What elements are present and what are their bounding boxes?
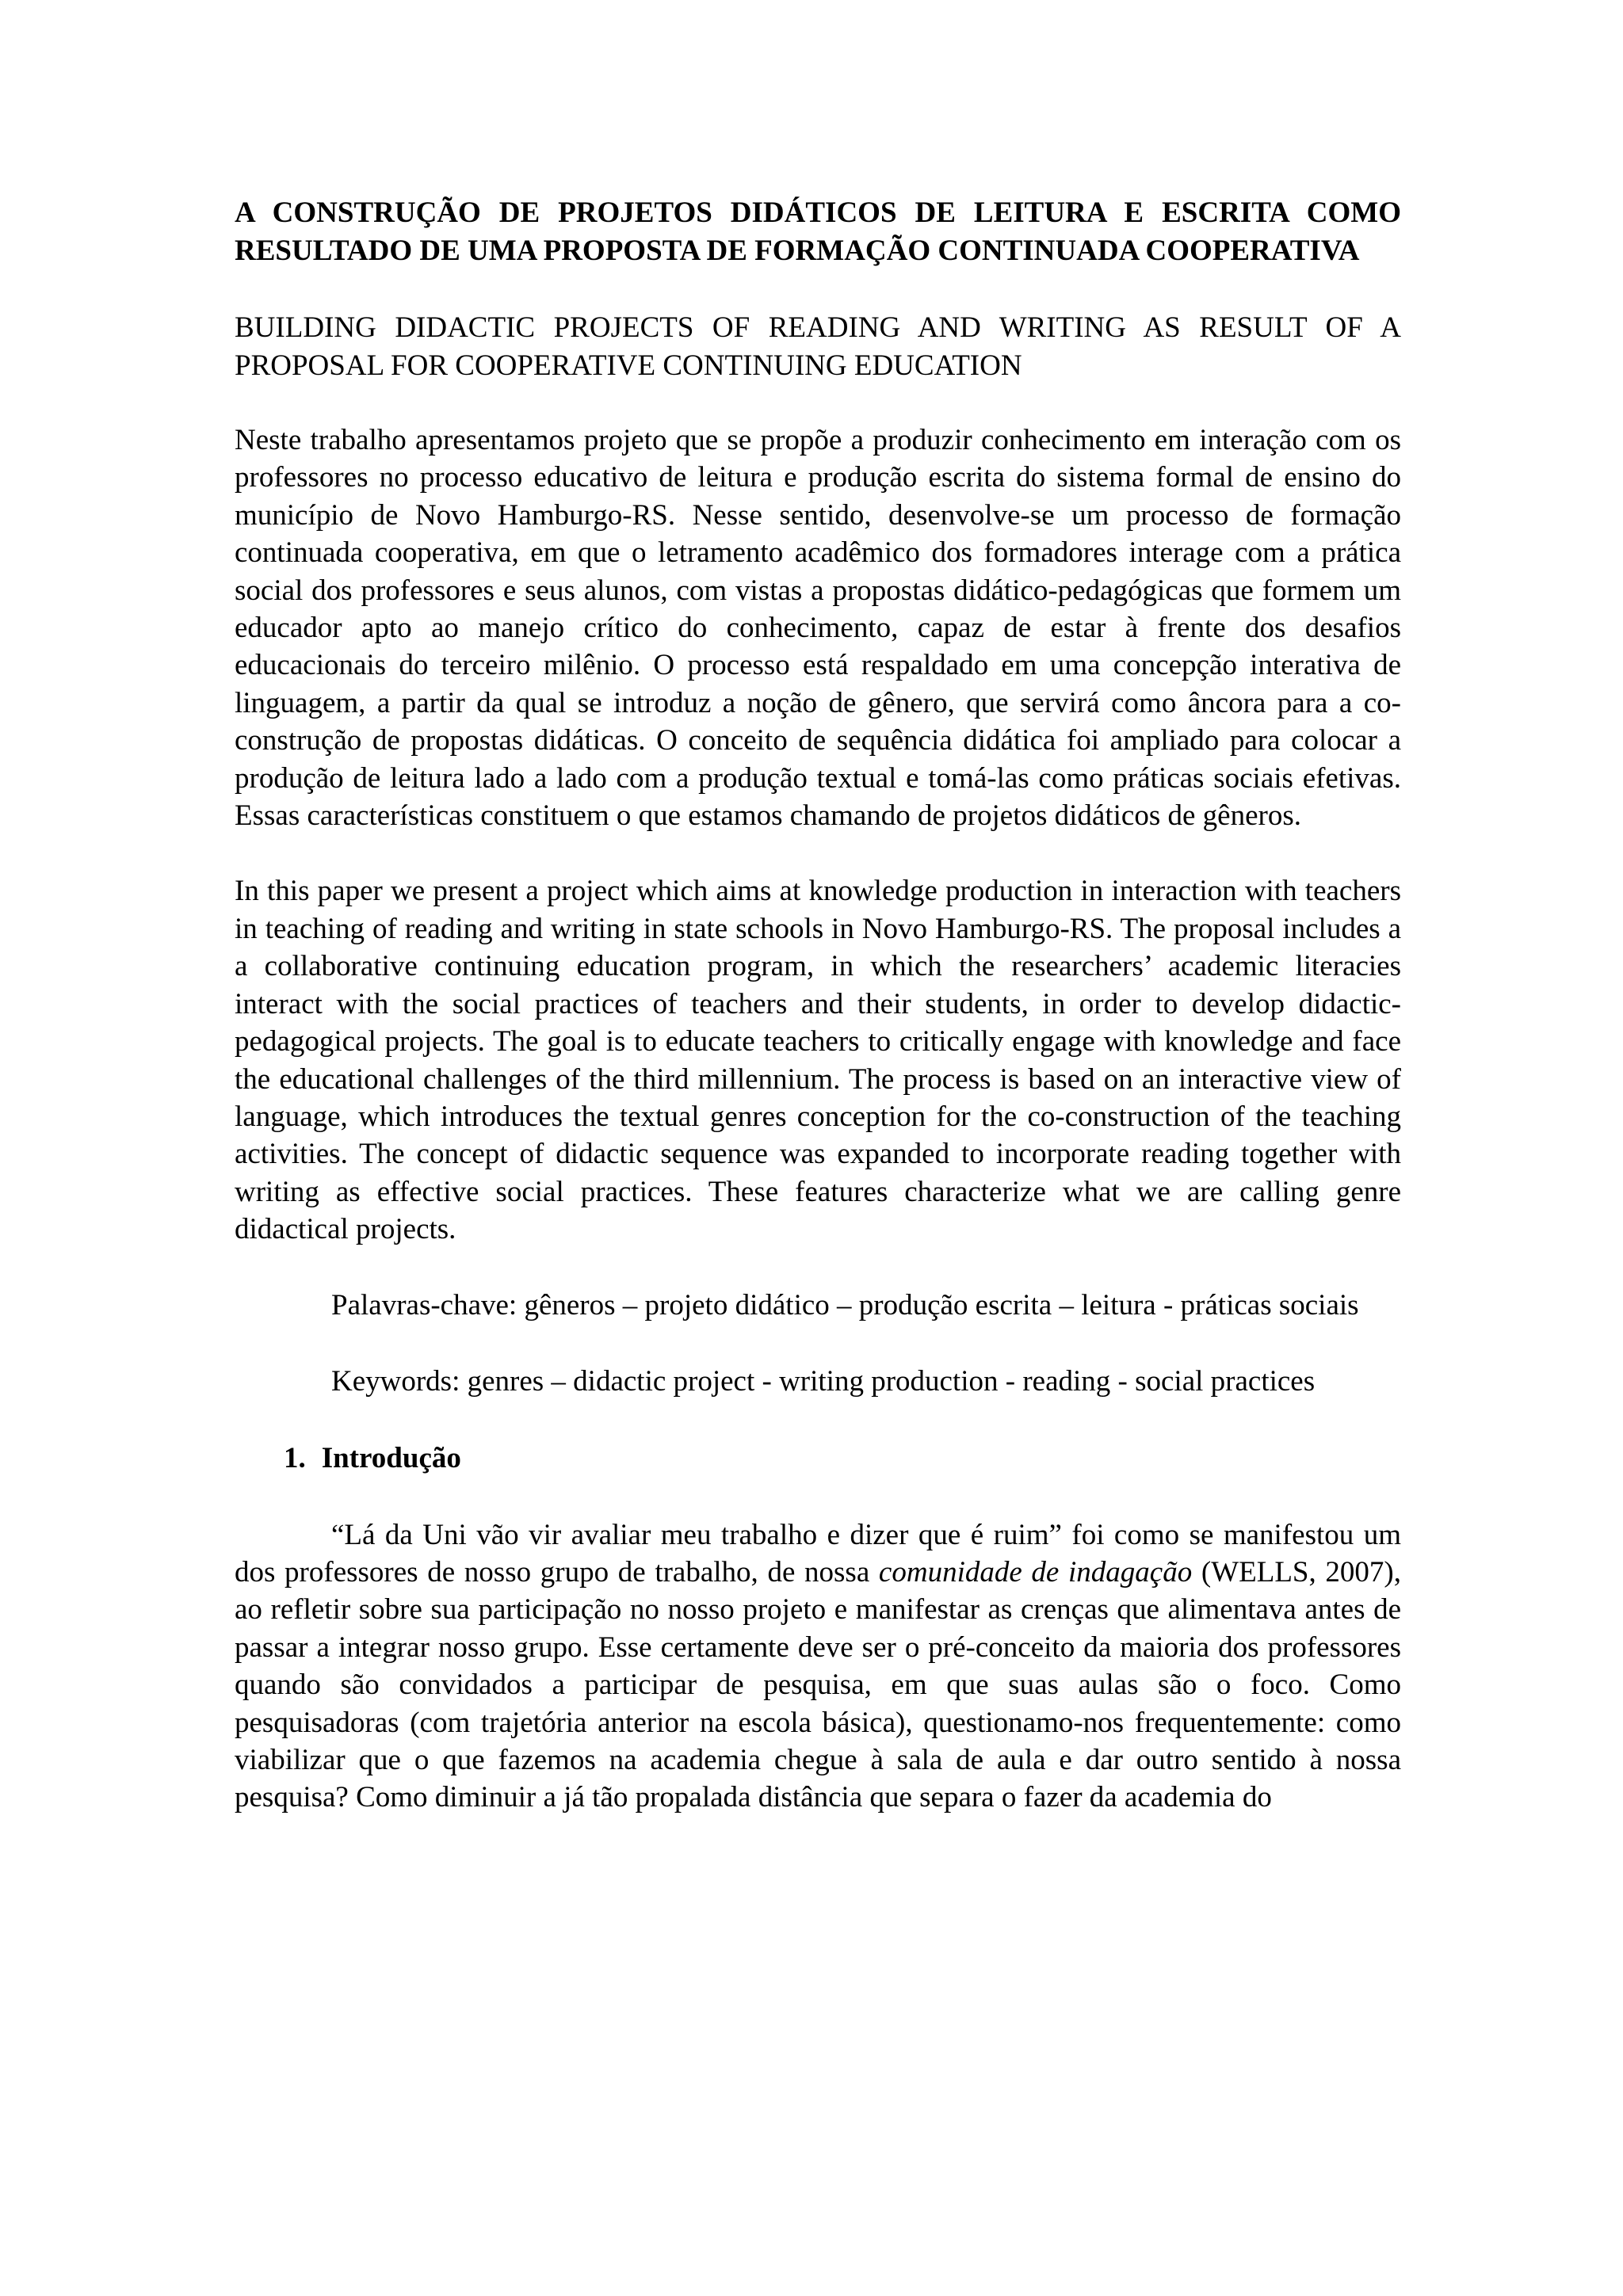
intro-emphasis: comunidade de indagação — [878, 1555, 1193, 1589]
title-english: BUILDING DIDACTIC PROJECTS OF READING AND WRITING AS RESULT OF A PROPOSAL FOR COOPERATIVE CONTINUING EDUCATION — [235, 311, 1401, 382]
title-portuguese: A CONSTRUÇÃO DE PROJETOS DIDÁTICOS DE LEITURA E ESCRITA COMO RESULTADO DE UMA PROPOSTA DE FORMAÇÃO CONTINUADA COOPERATIVA — [235, 196, 1401, 267]
section-heading-introduction — [284, 1440, 1401, 1478]
section-number: 1. — [284, 1441, 306, 1474]
keywords-portuguese: Palavras-chave: gêneros – projeto didático – produção escrita – leitura - práticas sociais — [331, 1288, 1359, 1322]
keywords-english: Keywords: genres – didactic project - writing production - reading - social practices — [331, 1364, 1316, 1398]
abstract-portuguese: Neste trabalho apresentamos projeto que se propõe a produzir conhecimento em interação com os professores no processo educativo de leitura e produção escrita do sistema formal de ensino do município de Novo Hamburgo-RS. Nesse sentido, desenvolve-se um processo de formação continuada cooperativa, em que o letramento acadêmico dos formadores interage com a prática social dos professores e seus alunos, com vistas a propostas didático-pedagógicas que formem um educador apto ao manejo crítico do conhecimento, capaz de estar à frente dos desafios educacionais do terceiro milênio. O processo está respaldado em uma concepção interativa de linguagem, a partir da qual se introduz a noção de gênero, que servirá como âncora para a co-construção de propostas didáticas. O conceito de sequência didática foi ampliado para colocar a produção de leitura lado a lado com a produção textual e tomá-las como práticas sociais efetivas. Essas características constituem o que estamos chamando de projetos didáticos de gêneros. — [235, 424, 1401, 833]
intro-text-part1: “Lá da Uni vão vir avaliar meu trabalho e dizer que é ruim” foi como se manifestou um dos professores de nosso grupo de trabalho, de nossa — [235, 1518, 1401, 1589]
section-title: Introdução — [321, 1441, 461, 1474]
paper-page — [235, 194, 1401, 1817]
introduction-paragraph — [235, 1516, 1401, 1817]
abstract-english: In this paper we present a project which aims at knowledge production in interaction with teachers in teaching of reading and writing in state schools in Novo Hamburgo-RS. The proposal includes a a collaborative continuing education program, in which the researchers’ academic literacies interact with the social practices of teachers and their students, in order to develop didactic-pedagogical projects. The goal is to educate teachers to critically engage with knowledge and face the educational challenges of the third millennium. The process is based on an interactive view of language, which introduces the textual genres conception for the co-construction of the teaching activities. The concept of didactic sequence was expanded to incorporate reading together with writing as effective social practices. These features characterize what we are calling genre didactical projects. — [235, 875, 1401, 1246]
intro-text-part2: (WELLS, 2007), ao refletir sobre sua participação no nosso projeto e manifestar as crenças que alimentava antes de passar a integrar nosso grupo. Esse certamente deve ser o pré-conceito da maioria dos professores quando são convidados a participar de pesquisa, em que suas aulas são o foco. Como pesquisadoras (com trajetória anterior na escola básica), questionamo-nos frequentemente: como viabilizar que o que fazemos na academia chegue à sala de aula e dar outro sentido à nossa pesquisa? Como diminuir a já tão propalada distância que separa o fazer da academia do — [235, 1555, 1401, 1814]
